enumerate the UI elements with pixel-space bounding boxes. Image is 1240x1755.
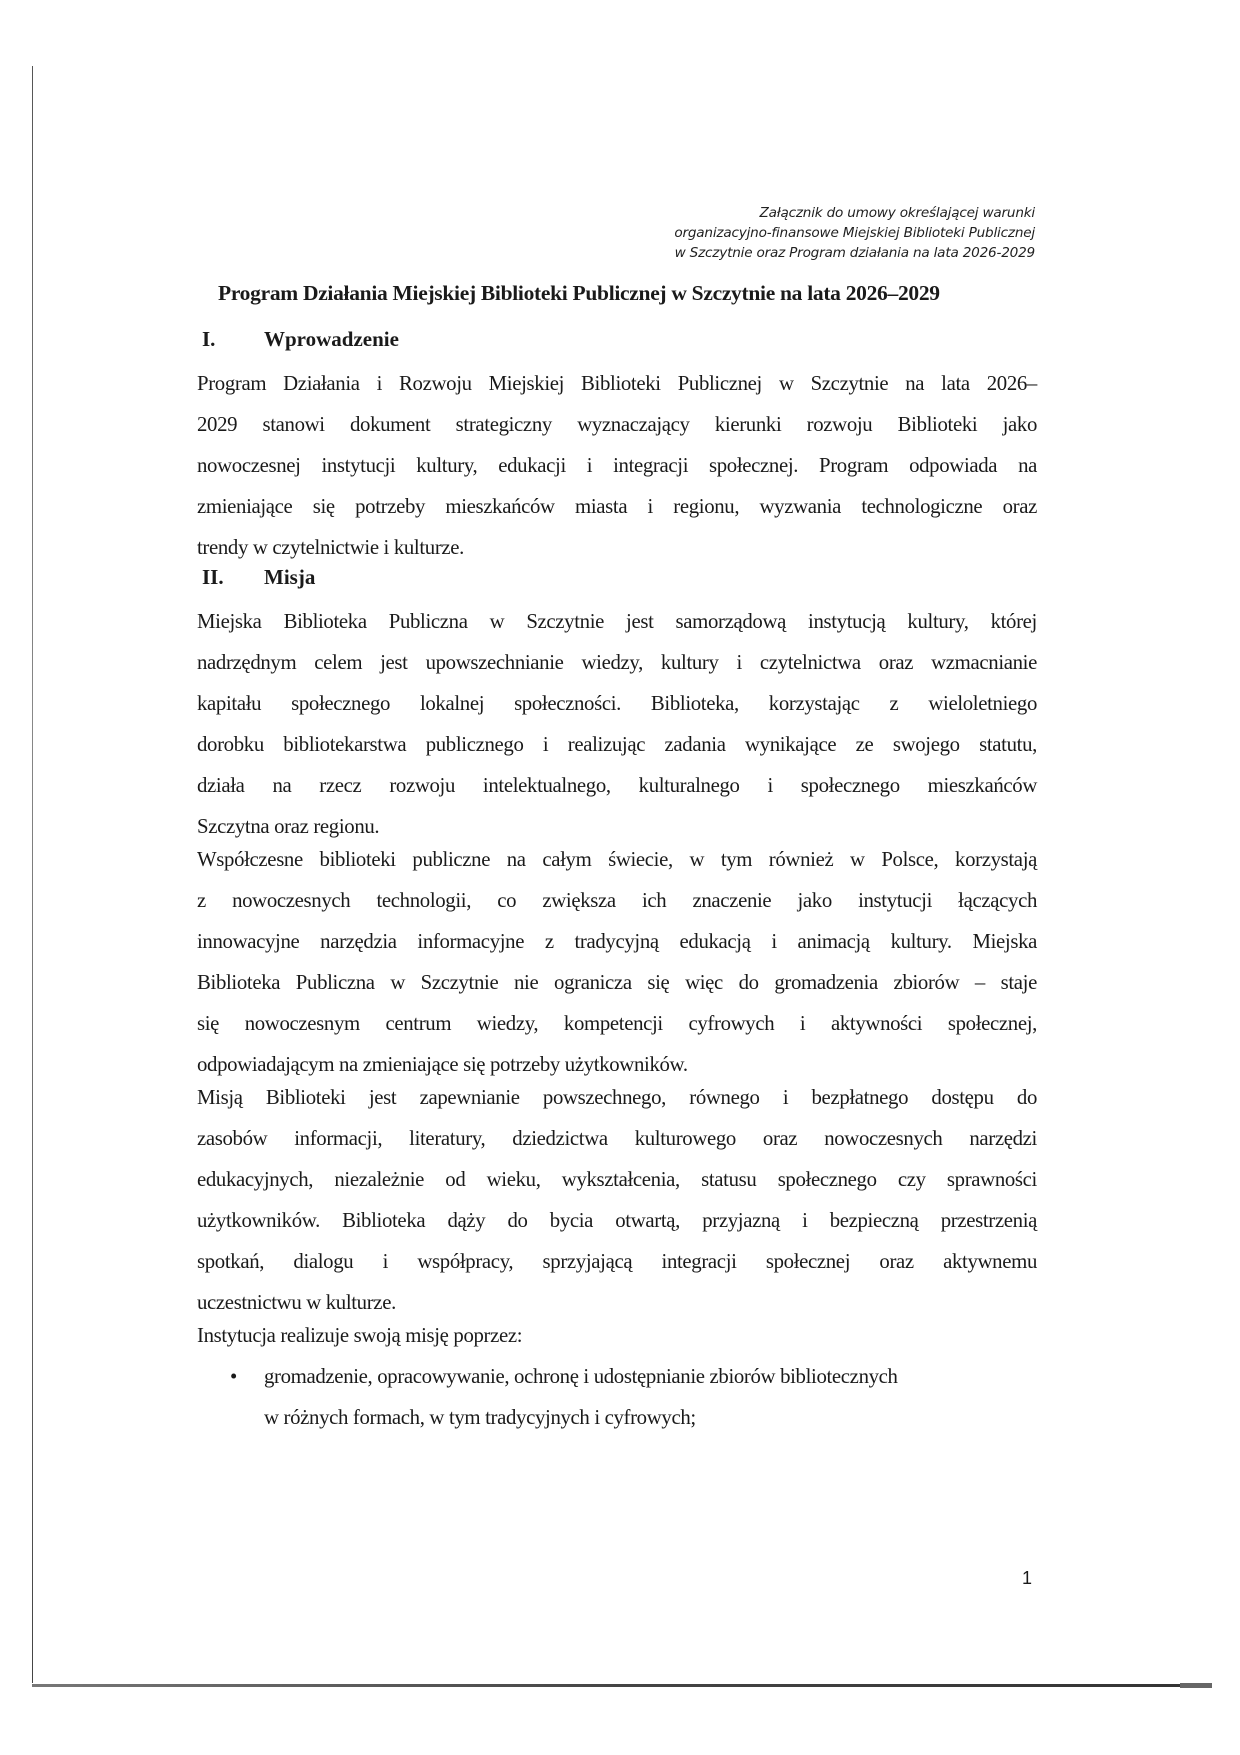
list-item	[226, 1356, 1026, 1438]
text-line: użytkowników. Biblioteka dąży do bycia otwartą, przyjazną i bezpieczną przestrzenią	[197, 1209, 1037, 1232]
scan-edge-left	[32, 66, 33, 1683]
text-line: trendy w czytelnictwie i kulturze.	[197, 536, 465, 559]
scan-edge-bottom	[32, 1684, 1210, 1687]
text-line: Instytucja realizuje swoją misję poprzez:	[197, 1324, 523, 1347]
text-line: 2029 stanowi dokument strategiczny wyznaczający kierunki rozwoju Biblioteki jako	[197, 413, 1037, 436]
text-line: zasobów informacji, literatury, dziedzictwa kulturowego oraz nowoczesnych narzędzi	[197, 1127, 1037, 1150]
paragraph-mission-2	[197, 839, 1037, 1085]
text-line: spotkań, dialogu i współpracy, sprzyjającą integracji społecznej oraz aktywnemu	[197, 1250, 1037, 1273]
text-line: odpowiadającym na zmieniające się potrzeby użytkowników.	[197, 1053, 688, 1076]
paragraph-mission-intro-list	[197, 1315, 1037, 1356]
text-line: dorobku bibliotekarstwa publicznego i realizując zadania wynikające ze swojego statutu,	[197, 733, 1037, 756]
text-line: gromadzenie, opracowywanie, ochronę i udostępnianie zbiorów bibliotecznych	[264, 1365, 898, 1388]
paragraph-mission-1	[197, 601, 1037, 847]
text-line: Miejska Biblioteka Publiczna w Szczytnie jest samorządową instytucją kultury, której	[197, 610, 1037, 633]
text-line: innowacyjne narzędzia informacyjne z tradycyjną edukacją i animacją kultury. Miejska	[197, 930, 1037, 953]
document-title: Program Działania Miejskiej Biblioteki Publicznej w Szczytnie na lata 2026–2029	[218, 281, 940, 305]
paragraph-introduction	[197, 363, 1037, 568]
section-heading-mission	[202, 565, 315, 590]
section-number: II.	[202, 565, 224, 589]
text-line: się nowoczesnym centrum wiedzy, kompetencji cyfrowych i aktywności społecznej,	[197, 1012, 1037, 1035]
section-title: Misja	[264, 565, 316, 589]
paragraph-mission-3	[197, 1077, 1037, 1323]
mission-bullet-list	[226, 1356, 1026, 1438]
text-line: Biblioteka Publiczna w Szczytnie nie ogranicza się więc do gromadzenia zbiorów – staje	[197, 971, 1037, 994]
text-line: kapitału społecznego lokalnej społeczności. Biblioteka, korzystając z wieloletniego	[197, 692, 1037, 715]
annex-note-line: w Szczytnie oraz Program działania na lata 2026-2029	[674, 245, 1035, 261]
text-line: działa na rzecz rozwoju intelektualnego, kulturalnego i społecznego mieszkańców	[197, 774, 1037, 797]
text-line: w różnych formach, w tym tradycyjnych i cyfrowych;	[264, 1406, 696, 1429]
bullet-icon: •	[230, 1365, 237, 1388]
scan-edge-corner	[1180, 1683, 1212, 1688]
text-line: z nowoczesnych technologii, co zwiększa ich znaczenie jako instytucji łączących	[197, 889, 1037, 912]
text-line: Szczytna oraz regionu.	[197, 815, 380, 838]
text-line: Program Działania i Rozwoju Miejskiej Biblioteki Publicznej w Szczytnie na lata 2026–	[197, 372, 1037, 395]
section-heading-introduction	[202, 327, 399, 352]
annex-note	[565, 203, 1035, 263]
text-line: uczestnictwu w kulturze.	[197, 1291, 396, 1314]
text-line: Współczesne biblioteki publiczne na całym świecie, w tym również w Polsce, korzystają	[197, 848, 1037, 871]
page-number: 1	[1022, 1568, 1033, 1588]
annex-note-line: Załącznik do umowy określającej warunki	[759, 205, 1035, 221]
text-line: nadrzędnym celem jest upowszechnianie wiedzy, kultury i czytelnictwa oraz wzmacnianie	[197, 651, 1037, 674]
text-line: nowoczesnej instytucji kultury, edukacji i integracji społecznej. Program odpowiada na	[197, 454, 1037, 477]
text-line: zmieniające się potrzeby mieszkańców miasta i regionu, wyzwania technologiczne oraz	[197, 495, 1037, 518]
section-title: Wprowadzenie	[264, 327, 399, 351]
section-number: I.	[202, 327, 216, 351]
text-line: Misją Biblioteki jest zapewnianie powszechnego, równego i bezpłatnego dostępu do	[197, 1086, 1037, 1109]
text-line: edukacyjnych, niezależnie od wieku, wykształcenia, statusu społecznego czy sprawności	[197, 1168, 1037, 1191]
annex-note-line: organizacyjno-finansowe Miejskiej Biblioteki Publicznej	[674, 225, 1035, 241]
